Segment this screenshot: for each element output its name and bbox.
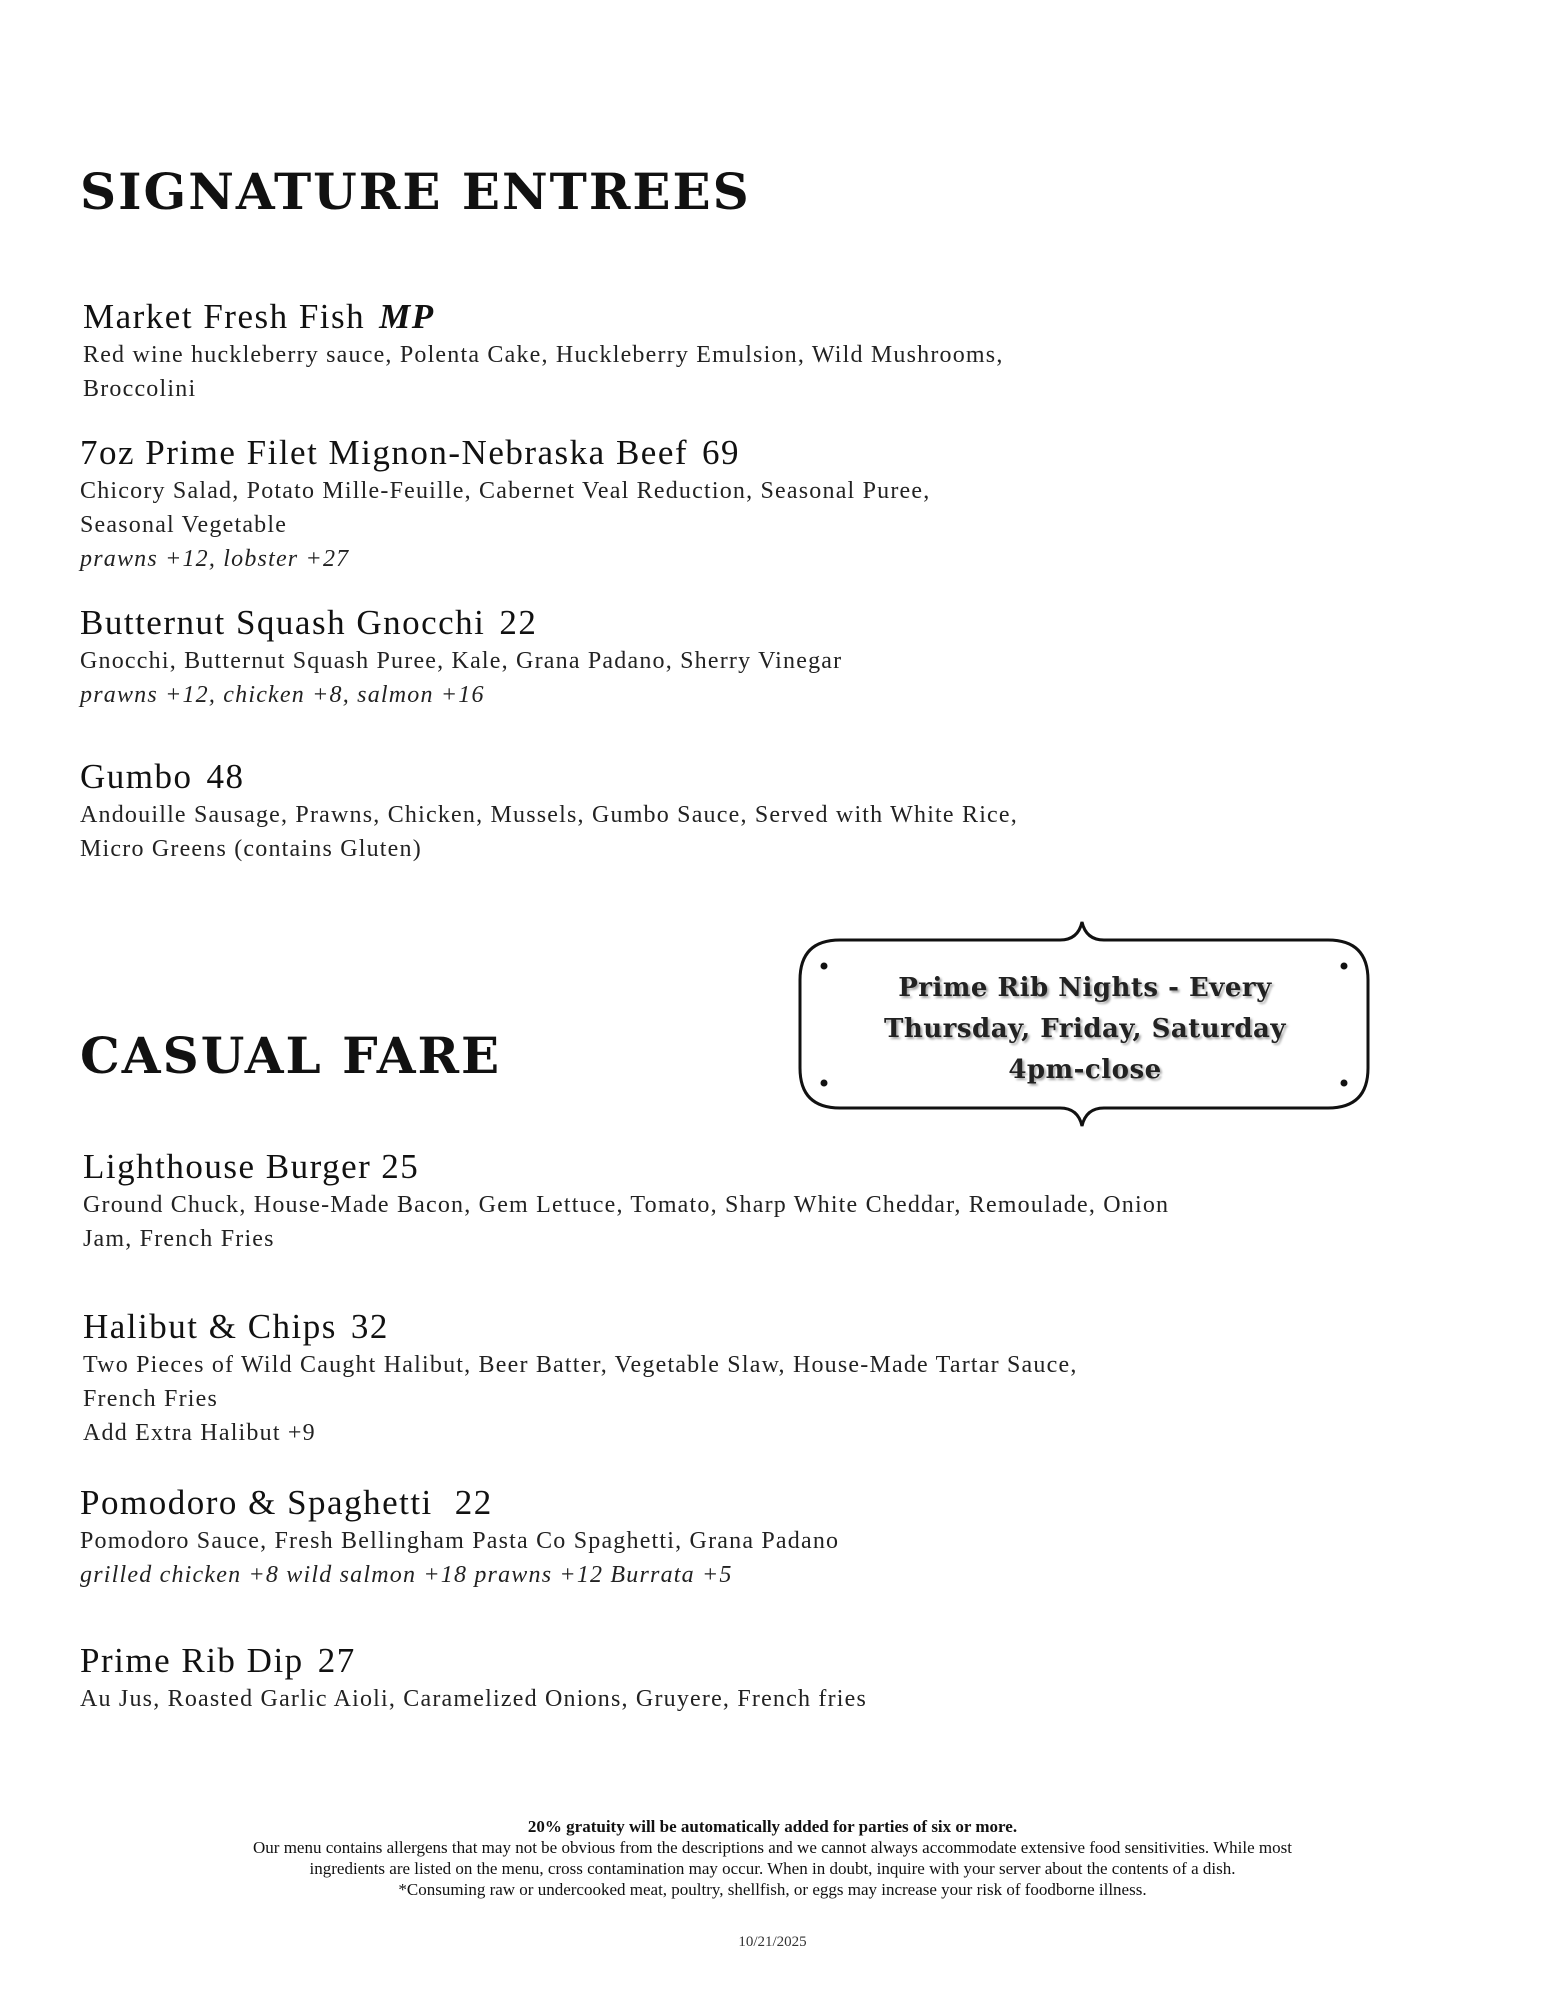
item-price: MP (379, 297, 435, 336)
item-description-line-1: Pomodoro Sauce, Fresh Bellingham Pasta Co Spaghetti, Grana Padano (80, 1528, 840, 1554)
item-price: 32 (350, 1307, 389, 1346)
allergen-notice-line-1: Our menu contains allergens that may not be obvious from the descriptions and we cannot always accommodate extensive food sensitivities. While most (253, 1838, 1292, 1857)
item-name: Lighthouse Burger (83, 1147, 372, 1186)
item-description-line-1: Gnocchi, Butternut Squash Puree, Kale, Grana Padano, Sherry Vinegar (80, 648, 843, 674)
item-price: 22 (499, 603, 538, 642)
callout-line-3: 4pm-close (1008, 1055, 1162, 1085)
menu-footer (140, 1816, 1405, 1900)
item-price: 48 (206, 757, 245, 796)
item-price: 22 (454, 1483, 493, 1522)
item-addons: prawns +12, lobster +27 (80, 546, 350, 572)
item-name: Market Fresh Fish (83, 297, 366, 336)
menu-item-prime-rib-dip (80, 1640, 1320, 1716)
callout-line-2: Thursday, Friday, Saturday (884, 1014, 1286, 1044)
item-description-line-1: Two Pieces of Wild Caught Halibut, Beer Batter, Vegetable Slaw, House-Made Tartar Sauce, (83, 1352, 1078, 1378)
menu-item-pomodoro-spaghetti (80, 1482, 1320, 1592)
menu-item-market-fresh-fish (83, 296, 1323, 406)
gratuity-notice: 20% gratuity will be automatically added for parties of six or more. (527, 1817, 1018, 1836)
item-description-line-1: Red wine huckleberry sauce, Polenta Cake, Huckleberry Emulsion, Wild Mushrooms, (83, 342, 1004, 368)
section-title-casual-fare: CASUAL FARE (80, 1026, 502, 1085)
item-name: Gumbo (80, 757, 193, 796)
item-name: Butternut Squash Gnocchi (80, 603, 486, 642)
item-description-line-2: Jam, French Fries (83, 1226, 275, 1252)
item-description-line-2: Micro Greens (contains Gluten) (80, 836, 422, 862)
prime-rib-nights-callout (790, 918, 1380, 1138)
item-description-line-2: French Fries (83, 1386, 219, 1412)
item-name: Halibut & Chips (83, 1307, 337, 1346)
item-addons: grilled chicken +8 wild salmon +18 prawns +12 Burrata +5 (80, 1562, 733, 1588)
menu-item-butternut-squash-gnocchi (80, 602, 1320, 712)
item-price: 25 (381, 1147, 420, 1186)
item-name: Prime Rib Dip (80, 1641, 304, 1680)
item-price: 69 (702, 433, 741, 472)
item-name: Pomodoro & Spaghetti (80, 1483, 433, 1522)
item-description-line-2: Seasonal Vegetable (80, 512, 288, 538)
menu-item-filet-mignon (80, 432, 1320, 576)
menu-item-gumbo (80, 756, 1320, 866)
item-name: 7oz Prime Filet Mignon-Nebraska Beef (80, 433, 689, 472)
menu-item-lighthouse-burger (83, 1146, 1323, 1256)
item-description-line-1: Andouille Sausage, Prawns, Chicken, Mussels, Gumbo Sauce, Served with White Rice, (80, 802, 1018, 828)
item-description-line-2: Broccolini (83, 376, 197, 402)
section-title-signature-entrees: SIGNATURE ENTREES (80, 162, 751, 221)
menu-date: 10/21/2025 (738, 1934, 807, 1950)
item-description-line-1: Chicory Salad, Potato Mille-Feuille, Cabernet Veal Reduction, Seasonal Puree, (80, 478, 931, 504)
item-description-line-1: Au Jus, Roasted Garlic Aioli, Caramelized Onions, Gruyere, French fries (80, 1686, 868, 1712)
foodborne-illness-warning: *Consuming raw or undercooked meat, poultry, shellfish, or eggs may increase your risk of foodborne illness. (398, 1880, 1147, 1899)
item-addons: prawns +12, chicken +8, salmon +16 (80, 682, 485, 708)
menu-item-halibut-and-chips (83, 1306, 1323, 1450)
callout-line-1: Prime Rib Nights - Every (898, 973, 1272, 1003)
item-price: 27 (317, 1641, 356, 1680)
item-addons: Add Extra Halibut +9 (83, 1420, 316, 1446)
item-description-line-1: Ground Chuck, House-Made Bacon, Gem Lettuce, Tomato, Sharp White Cheddar, Remoulade, Onion (83, 1192, 1170, 1218)
allergen-notice-line-2: ingredients are listed on the menu, cross contamination may occur. When in doubt, inquire with your server about the contents of a dish. (309, 1859, 1236, 1878)
